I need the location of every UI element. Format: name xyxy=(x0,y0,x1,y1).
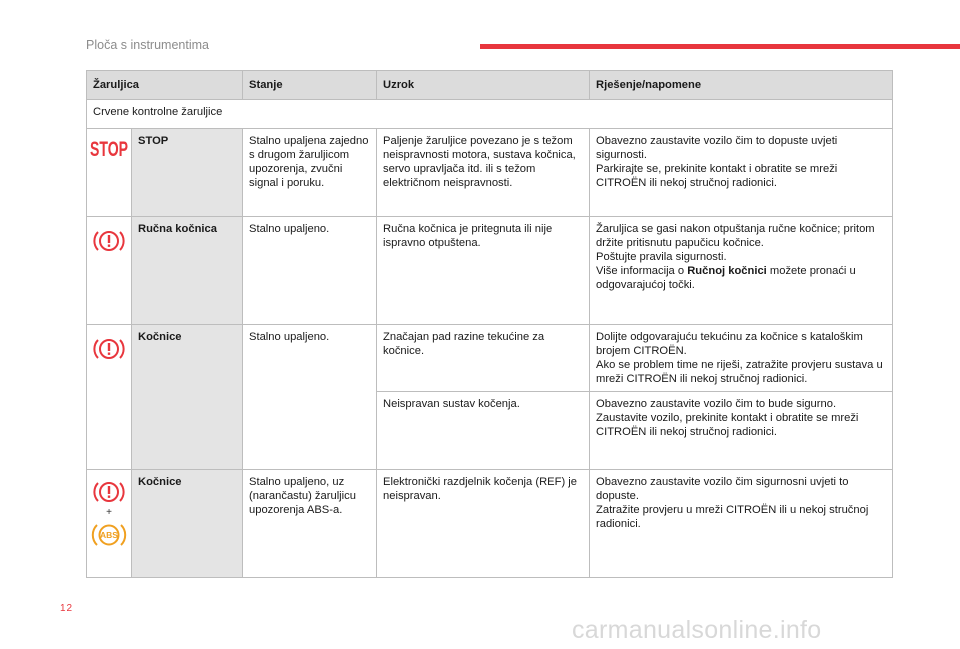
brake-warning-icon xyxy=(93,229,125,253)
plus-sign: + xyxy=(106,507,112,518)
light-state: Stalno upaljeno, uz (narančastu) žaruljicu upozorenja ABS-a. xyxy=(243,470,377,578)
light-name: Kočnice xyxy=(132,325,243,470)
table-row xyxy=(87,470,893,578)
icon-cell xyxy=(87,217,132,325)
table-row xyxy=(87,217,893,325)
light-state: Stalno upaljeno. xyxy=(243,217,377,325)
light-solution: Žaruljica se gasi nakon otpuštanja ručne kočnice; pritom držite pritisnutu papučicu kočnice. Poštujte pravila sigurnosti. Više informacija o Ručnoj kočnici možete pronaći u odgovarajućoj točki. xyxy=(590,217,893,325)
column-header: Rješenje/napomene xyxy=(590,71,893,100)
brake-warning-icon xyxy=(93,337,125,361)
page-number: 12 xyxy=(60,603,74,614)
brake-warning-icon xyxy=(93,480,125,504)
light-state: Stalno upaljeno. xyxy=(243,325,377,470)
table-header-row xyxy=(87,71,893,100)
table-row xyxy=(87,129,893,217)
light-solution: Dolijte odgovarajuću tekućinu za kočnice s kataloškim brojem CITROËN. Ako se problem time ne riješi, zatražite provjeru sustava u mreži CITROËN ili nekoj stručnoj radionici. xyxy=(590,325,893,392)
abs-warning-icon xyxy=(92,522,126,548)
watermark-text: carmanualsonline.info xyxy=(572,616,822,644)
stop-warning-icon xyxy=(89,136,129,160)
table-row xyxy=(87,325,893,392)
section-row xyxy=(87,100,893,129)
light-name: Ručna kočnica xyxy=(132,217,243,325)
light-solution: Obavezno zaustavite vozilo čim to bude sigurno. Zaustavite vozilo, prekinite kontakt i obratite se mreži CITROËN ili nekoj stručnoj radionici. xyxy=(590,392,893,470)
light-cause: Značajan pad razine tekućine za kočnice. xyxy=(377,325,590,392)
section-label: Crvene kontrolne žaruljice xyxy=(87,100,893,129)
column-header: Uzrok xyxy=(377,71,590,100)
column-header: Stanje xyxy=(243,71,377,100)
header-accent-bar xyxy=(480,44,960,49)
page-header-title: Ploča s instrumentima xyxy=(86,38,209,52)
warning-lights-table xyxy=(86,70,893,578)
light-name: STOP xyxy=(132,129,243,217)
icon-cell xyxy=(87,129,132,217)
svg-text:ABS: ABS xyxy=(100,530,118,541)
svg-text:STOP: STOP xyxy=(90,138,128,161)
icon-cell xyxy=(87,470,132,578)
reference-link-text: Ručnoj kočnici xyxy=(687,265,767,277)
light-cause: Neispravan sustav kočenja. xyxy=(377,392,590,470)
light-solution: Obavezno zaustavite vozilo čim sigurnosni uvjeti to dopuste. Zatražite provjeru u mreži CITROËN ili u nekoj stručnoj radionici. xyxy=(590,470,893,578)
light-name: Kočnice xyxy=(132,470,243,578)
light-cause: Paljenje žaruljice povezano je s težom neispravnosti motora, sustava kočnica, servo upravljača itd. ili s težom električnom neispravnosti. xyxy=(377,129,590,217)
light-state: Stalno upaljena zajedno s drugom žaruljicom upozorenja, zvučni signal i poruku. xyxy=(243,129,377,217)
column-header: Žaruljica xyxy=(87,71,243,100)
light-solution: Obavezno zaustavite vozilo čim to dopuste uvjeti sigurnosti. Parkirajte se, prekinite kontakt i obratite se mreži CITROËN ili nekoj stručnoj radionici. xyxy=(590,129,893,217)
icon-cell xyxy=(87,325,132,470)
light-cause: Ručna kočnica je pritegnuta ili nije ispravno otpuštena. xyxy=(377,217,590,325)
light-cause: Elektronički razdjelnik kočenja (REF) je neispravan. xyxy=(377,470,590,578)
